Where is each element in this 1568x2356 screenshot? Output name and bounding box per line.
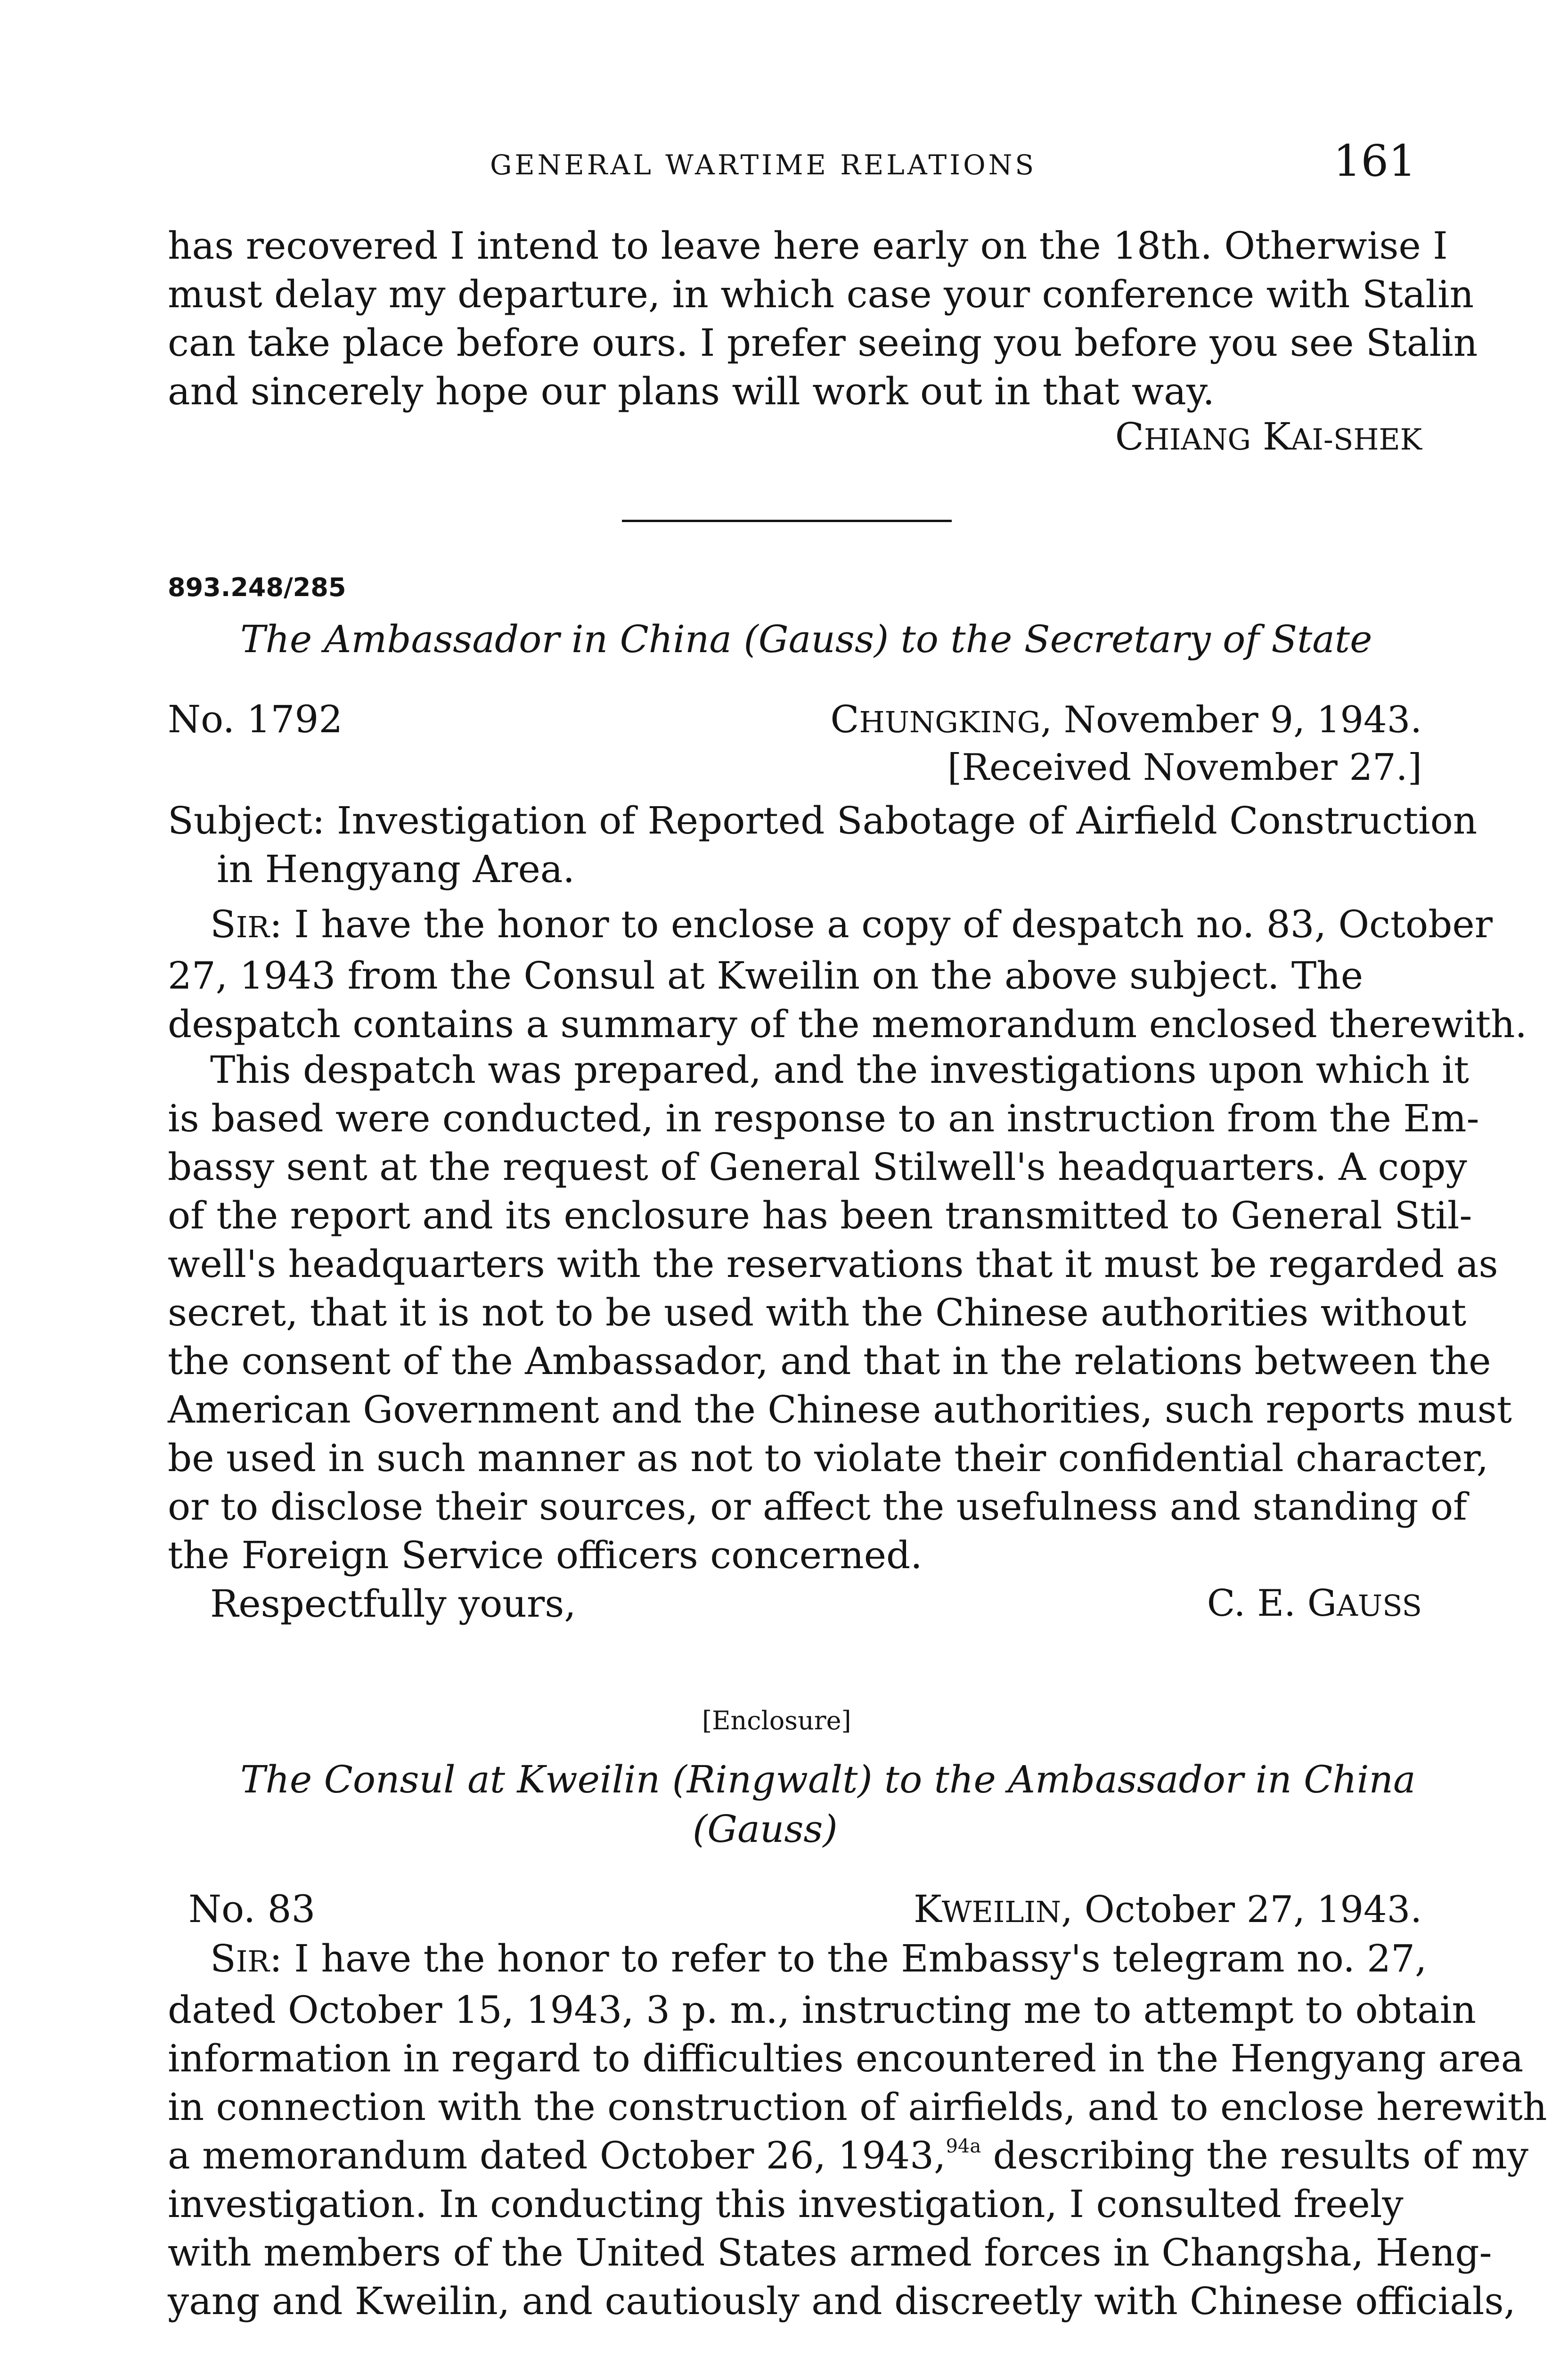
continuation-line: must delay my departure, in which case your conference with Stalin [168,272,1474,316]
continuation-text [168,221,1478,416]
paragraph-line: the Foreign Service officers concerned. [168,1533,923,1577]
paragraph-line: bassy sent at the request of General Stilwell's headquarters. A copy [168,1145,1467,1189]
paragraph-line-with-footnote: a memorandum dated October 26, 1943,$^{94a}$ describing the results of my [168,2134,1528,2177]
section-divider [622,520,952,522]
document-heading: The Ambassador in China (Gauss) to the Secretary of State [240,617,1372,661]
paragraph-line: 27, 1943 from the Consul at Kweilin on the above subject. The [168,954,1364,998]
received-date: [Received November 27.] [947,746,1422,789]
enclosure-heading: The Consul at Kweilin (Ringwalt) to the Ambassador in China [240,1758,1416,1801]
paragraph-line: in connection with the construction of airfields, and to enclose herewith [168,2085,1547,2129]
signature-chiang-kai-shek: CHIANG KAI-SHEK [1115,415,1422,458]
subject-line-continued: in Hengyang Area. [217,847,575,891]
enclosure-dateline: KWEILIN, October 27, 1943. [914,1887,1422,1931]
signature-gauss: C. E. GAUSS [1207,1582,1422,1625]
despatch-paragraph-2 [168,1046,1512,1579]
file-code: 893.248/285 [168,573,346,602]
enclosure-label: [Enclosure] [702,1706,851,1735]
paragraph-line: the consent of the Ambassador, and that in the relations between the [168,1339,1491,1383]
paragraph-line: secret, that it is not to be used with the Chinese authorities without [168,1291,1467,1334]
enclosure-number: No. 83 [188,1887,316,1931]
paragraph-line: well's headquarters with the reservations that it must be regarded as [168,1242,1498,1286]
paragraph-line: of the report and its enclosure has been transmitted to General Stil- [168,1194,1472,1237]
paragraph-line: American Government and the Chinese authorities, such reports must [168,1388,1512,1432]
paragraph-first-line: SIR: I have the honor to refer to the Embassy's telegram no. 27, [210,1937,1427,1980]
paragraph-line: despatch contains a summary of the memorandum enclosed therewith. [168,1002,1527,1046]
paragraph-line: yang and Kweilin, and cautiously and discreetly with Chinese officials, [168,2279,1516,2323]
despatch-paragraph-1 [168,900,1527,1048]
subject-line: Subject: Investigation of Reported Sabotage of Airfield Construction [168,799,1478,843]
paragraph-first-line: SIR: I have the honor to enclose a copy of despatch no. 83, October [210,902,1493,946]
footnote-reference: 94a [946,2135,981,2157]
running-header-title: GENERAL WARTIME RELATIONS [490,149,1037,181]
paragraph-line: dated October 15, 1943, 3 p. m., instructing me to attempt to obtain [168,1988,1476,2032]
closing: Respectfully yours, [210,1582,576,1626]
paragraph-line: with members of the United States armed forces in Changsha, Heng- [168,2231,1492,2274]
continuation-line: has recovered I intend to leave here early on the 18th. Otherwise I [168,224,1448,268]
paragraph-line: investigation. In conducting this investigation, I consulted freely [168,2182,1404,2226]
continuation-line: can take place before ours. I prefer seeing you before you see Stalin [168,321,1478,365]
paragraph-line: or to disclose their sources, or affect the usefulness and standing of [168,1485,1467,1529]
paragraph-line: is based were conducted, in response to an instruction from the Em- [168,1096,1479,1140]
dateline: CHUNGKING, November 9, 1943. [830,697,1422,741]
paragraph-line: This despatch was prepared, and the investigations upon which it [210,1048,1469,1092]
enclosure-paragraph [168,1934,1547,2325]
paragraph-line: be used in such manner as not to violate their confidential character, [168,1436,1489,1480]
paragraph-line: information in regard to difficulties encountered in the Hengyang area [168,2037,1524,2080]
continuation-line: and sincerely hope our plans will work out in that way. [168,369,1215,413]
enclosure-heading-continued: (Gauss) [693,1807,838,1851]
despatch-number: No. 1792 [168,697,343,741]
page-number: 161 [1333,136,1416,186]
